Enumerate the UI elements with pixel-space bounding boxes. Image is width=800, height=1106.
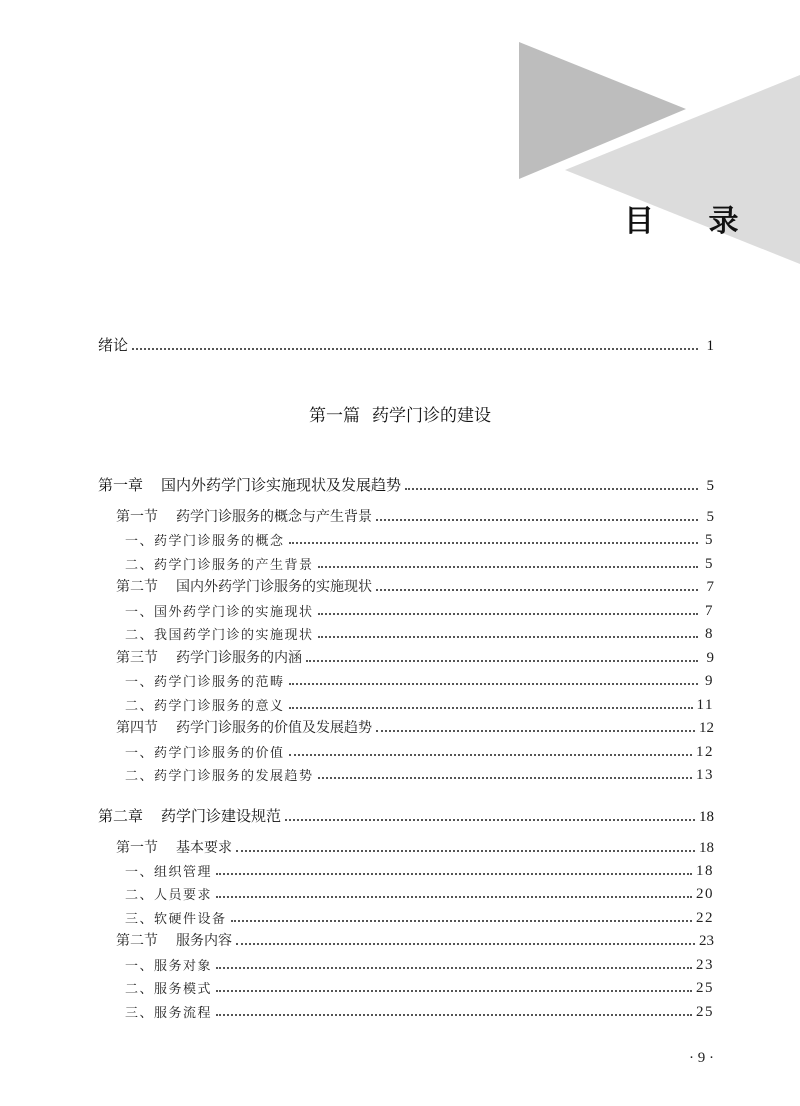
- dot-leader: [216, 896, 692, 898]
- toc-entry-text: 三、软硬件设备: [125, 912, 227, 927]
- toc-entry[interactable]: [125, 1001, 714, 1021]
- toc-entry-page: 5: [706, 509, 714, 525]
- toc-entry-title: [125, 742, 285, 761]
- toc-entry-page: 9: [705, 673, 714, 689]
- dot-leader: [216, 873, 692, 875]
- toc-entry-title: [125, 695, 285, 714]
- toc-entry[interactable]: [125, 860, 714, 880]
- toc-entry-text: 药学门诊建设规范: [161, 807, 282, 825]
- toc-entry[interactable]: [125, 670, 714, 690]
- toc-entry[interactable]: [116, 506, 714, 526]
- dot-leader: [306, 660, 698, 662]
- toc-entry-text: 一、服务对象: [125, 959, 213, 974]
- toc-entry-page: 12: [696, 744, 714, 760]
- toc-entry-text: 国内外药学门诊服务的实施现状: [176, 579, 372, 595]
- toc-entry-page: 25: [696, 980, 714, 996]
- toc-entry[interactable]: [116, 717, 714, 737]
- dot-leader: [289, 683, 698, 685]
- toc-entry-page: 18: [699, 809, 714, 825]
- toc-entry-page: 5: [706, 478, 714, 494]
- page-title: 目 录: [624, 204, 761, 239]
- dot-leader: [318, 636, 698, 638]
- toc-entry-text: 二、我国药学门诊的实施现状: [125, 628, 314, 643]
- toc-entry-page: 11: [696, 697, 714, 713]
- toc-entry[interactable]: [125, 907, 714, 927]
- toc-entry-title: [125, 530, 285, 549]
- dot-leader: [236, 943, 695, 945]
- toc-entry-page: 23: [696, 957, 714, 973]
- toc-entry-text: 二、药学门诊服务的产生背景: [125, 558, 314, 573]
- toc-entry-title: [125, 671, 285, 690]
- toc-entry-text: 一、药学门诊服务的范畴: [125, 675, 285, 690]
- toc-entry-page: 7: [706, 579, 714, 595]
- toc-entry-number: 第三节: [116, 650, 158, 666]
- toc-entry-page: 18: [699, 840, 714, 856]
- toc-entry-title: [116, 576, 372, 596]
- toc-entry[interactable]: [125, 623, 714, 643]
- toc-entry-title: [125, 908, 227, 927]
- toc-entry-page: 23: [699, 933, 714, 949]
- toc-entry[interactable]: [125, 694, 714, 714]
- toc-entry-text: 一、药学门诊服务的概念: [125, 534, 285, 549]
- toc-entry-page: 18: [696, 863, 714, 879]
- dot-leader: [132, 348, 698, 350]
- toc-entry-title: [125, 765, 314, 784]
- dot-leader: [405, 488, 698, 490]
- dot-leader: [231, 920, 692, 922]
- toc-entry-page: 12: [699, 720, 714, 736]
- dot-leader: [216, 990, 692, 992]
- toc-entry-title: [125, 601, 314, 620]
- toc-entry-number: 第二节: [116, 933, 158, 949]
- dot-leader: [376, 589, 698, 591]
- toc-entry[interactable]: [116, 647, 714, 667]
- toc-entry-title: [125, 955, 212, 974]
- toc-entry-text: 三、服务流程: [125, 1006, 213, 1021]
- toc-entry[interactable]: [125, 883, 714, 903]
- toc-entry-text: 二、药学门诊服务的意义: [125, 699, 285, 714]
- toc-entry-text: 一、组织管理: [125, 865, 213, 880]
- toc-entry-title: [116, 506, 372, 526]
- toc-entry-text: 绪论: [98, 336, 129, 354]
- decorative-triangles: [0, 0, 800, 300]
- toc-entry-text: 国内外药学门诊实施现状及发展趋势: [161, 476, 402, 494]
- toc-entry[interactable]: [116, 576, 714, 596]
- toc-entry-number: 第一节: [116, 509, 158, 525]
- toc-entry-title: [116, 717, 372, 737]
- toc-entry[interactable]: [125, 529, 714, 549]
- toc-entry-title: [125, 1002, 212, 1021]
- toc-entry-title: [125, 978, 212, 997]
- dot-leader: [289, 542, 698, 544]
- toc-entry[interactable]: [125, 954, 714, 974]
- toc-entry-page: 5: [705, 532, 714, 548]
- part-name: 药学门诊的建设: [372, 406, 491, 426]
- toc-entry-page: 20: [696, 886, 714, 902]
- toc-entry[interactable]: [125, 764, 714, 784]
- toc-entry-title: [98, 805, 281, 826]
- dot-leader: [318, 777, 692, 779]
- toc-entry-page: 5: [705, 556, 714, 572]
- toc-entry-text: 一、药学门诊服务的价值: [125, 746, 285, 761]
- toc-entry-number: 第二章: [98, 807, 144, 825]
- toc-entry[interactable]: [98, 475, 714, 495]
- toc-entry-number: 第一章: [98, 476, 144, 494]
- toc-entry-text: 药学门诊服务的概念与产生背景: [176, 509, 372, 525]
- toc-entry-number: 第四节: [116, 720, 158, 736]
- toc-entry[interactable]: [98, 806, 714, 826]
- dot-leader: [285, 819, 695, 821]
- toc-entry[interactable]: [125, 741, 714, 761]
- toc-entry-page: 13: [696, 767, 714, 783]
- toc-entry-text: 一、国外药学门诊的实施现状: [125, 605, 314, 620]
- toc-entry[interactable]: [116, 837, 714, 857]
- toc-entry-title: [98, 474, 401, 495]
- dot-leader: [318, 566, 698, 568]
- toc-entry-title: [125, 884, 212, 903]
- dot-leader: [216, 1014, 692, 1016]
- dot-leader: [216, 967, 692, 969]
- toc-entry-text: 药学门诊服务的价值及发展趋势: [176, 720, 372, 736]
- toc-entry-page: 1: [706, 338, 714, 354]
- part-label: 第一篇: [309, 406, 360, 426]
- toc-entry-title: [116, 647, 302, 667]
- dot-leader: [289, 707, 693, 709]
- toc-entry-number: 第二节: [116, 579, 158, 595]
- toc-entry-page: 9: [706, 650, 714, 666]
- toc-entry[interactable]: [98, 335, 714, 355]
- toc-entry[interactable]: [125, 553, 714, 573]
- dot-leader: [376, 730, 695, 732]
- toc-entry-title: [125, 624, 314, 643]
- toc-entry-text: 二、人员要求: [125, 888, 213, 903]
- toc-entry-title: [125, 861, 212, 880]
- dot-leader: [289, 754, 692, 756]
- dot-leader: [376, 519, 698, 521]
- toc-entry-page: 25: [696, 1004, 714, 1020]
- toc-entry-page: 7: [705, 603, 714, 619]
- toc-entry-text: 药学门诊服务的内涵: [176, 650, 302, 666]
- toc-entry-text: 二、药学门诊服务的发展趋势: [125, 769, 314, 784]
- toc-entry-text: 基本要求: [176, 840, 232, 856]
- part-heading: [0, 401, 800, 426]
- dot-leader: [236, 850, 695, 852]
- toc-entry-page: 8: [705, 626, 714, 642]
- page-number: · 9 ·: [689, 1050, 714, 1066]
- toc-entry-text: 服务内容: [176, 933, 232, 949]
- toc-entry[interactable]: [125, 977, 714, 997]
- toc-entry[interactable]: [125, 600, 714, 620]
- toc-entry-text: 二、服务模式: [125, 982, 213, 997]
- toc-entry[interactable]: [116, 930, 714, 950]
- toc-entry-title: [116, 837, 232, 857]
- toc-entry-title: [125, 554, 314, 573]
- toc-entry-title: [98, 334, 128, 355]
- toc-entry-page: 22: [696, 910, 714, 926]
- toc-entry-number: 第一节: [116, 840, 158, 856]
- toc-entry-title: [116, 930, 232, 950]
- dot-leader: [318, 613, 698, 615]
